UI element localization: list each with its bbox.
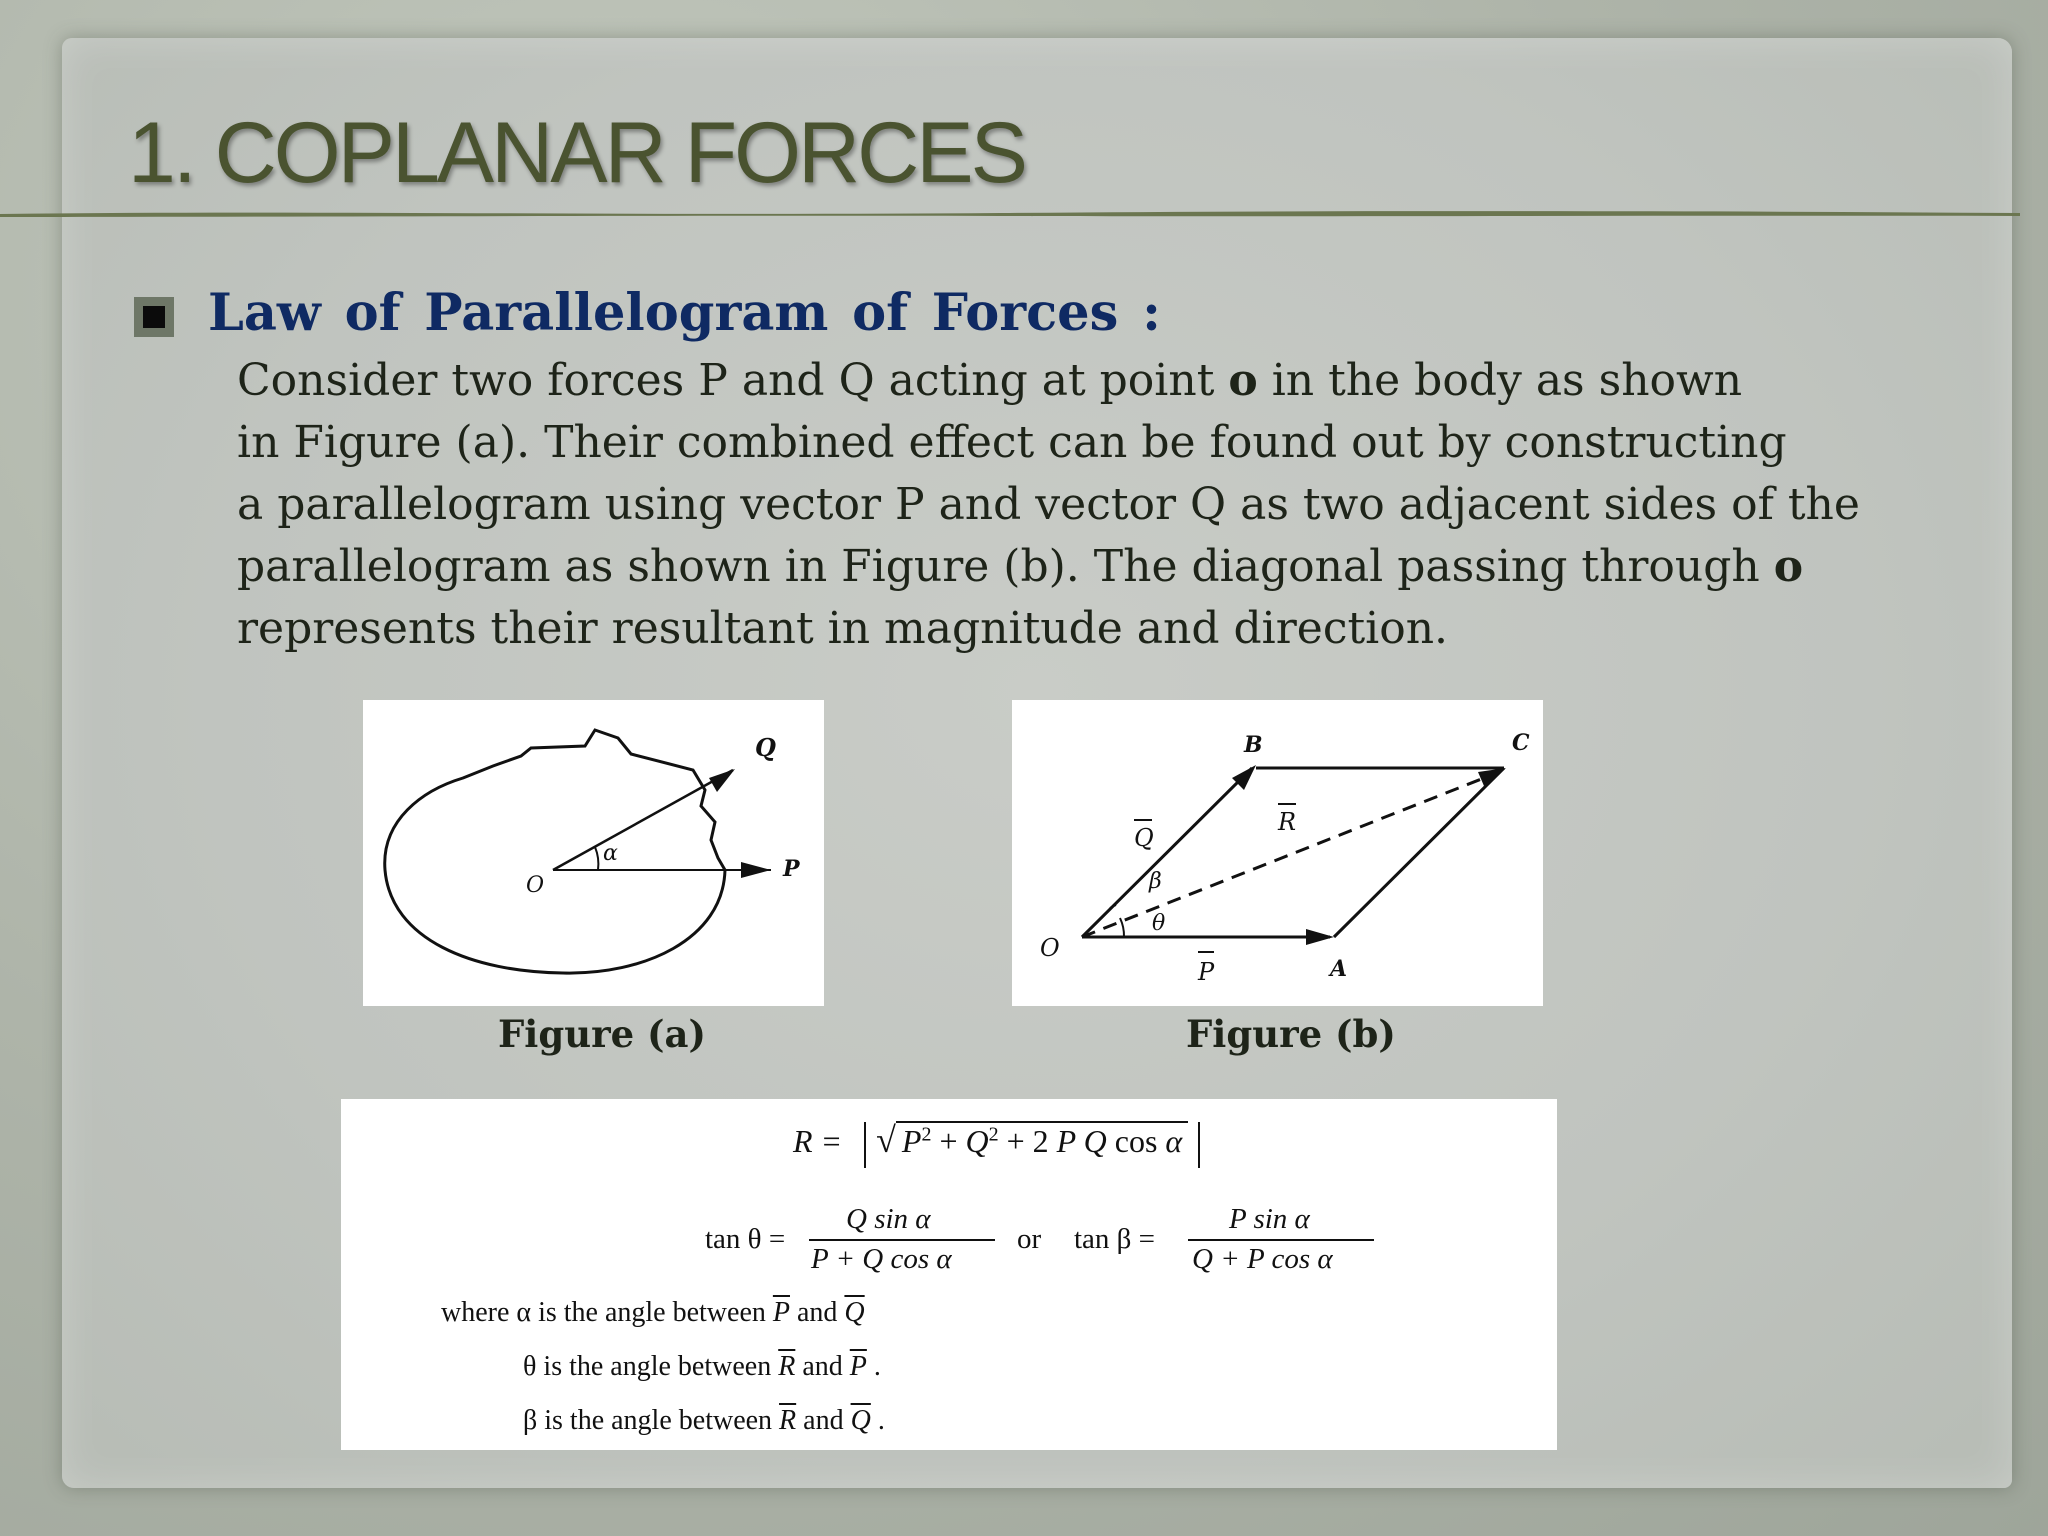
- paragraph-line: a parallelogram using vector P and vector Q as two adjacent sides of the: [237, 479, 1860, 530]
- resultant-formula: R = √ $P^2 + Q^2 + 2$ P Q cos α: [793, 1119, 1200, 1168]
- tan-beta-denominator: Q + P cos α: [1192, 1243, 1333, 1275]
- figure-b-caption: Figure (b): [1186, 1012, 1396, 1056]
- tan-theta-numerator: Q sin α: [846, 1203, 931, 1235]
- formula-panel: [341, 1099, 1557, 1450]
- figure-b-label-a: A: [1330, 956, 1348, 982]
- abs-bar-left: [864, 1122, 866, 1168]
- tan-theta-lhs: tan θ =: [705, 1223, 786, 1255]
- where-line-beta: β is the angle between $\overline{R}$ and $\overline{Q}$ .: [523, 1405, 885, 1436]
- figure-b-label-beta: β: [1149, 869, 1162, 894]
- paragraph-line: represents their resultant in magnitude and direction.: [237, 603, 1449, 654]
- figure-a-label-origin: O: [526, 873, 545, 898]
- tan-theta-denominator: P + Q cos α: [811, 1243, 952, 1275]
- paragraph-line: parallelogram as shown in Figure (b). The diagonal passing through o: [237, 541, 1804, 592]
- title-underline: [0, 208, 2020, 218]
- figure-b-diagram: [1012, 700, 1543, 1006]
- figure-a-label-p: P: [783, 856, 800, 882]
- figure-a-diagram: [363, 700, 824, 1006]
- paragraph-line: Consider two forces P and Q acting at point o in the body as shown: [237, 355, 1743, 406]
- where-line-theta: θ is the angle between $\overline{R}$ and $\overline{P}$ .: [523, 1351, 881, 1382]
- section-heading: Law of Parallelogram of Forces :: [208, 283, 1161, 343]
- abs-bar-right: [1198, 1122, 1200, 1168]
- figure-a: [363, 700, 824, 1006]
- slide-title: 1. COPLANAR FORCES: [128, 105, 1025, 201]
- figure-a-caption: Figure (a): [498, 1012, 706, 1056]
- tan-beta-numerator: P sin α: [1229, 1203, 1310, 1235]
- radicand: $P^2 + Q^2 + 2$ P Q cos α: [896, 1121, 1188, 1159]
- figure-b-label-c: C: [1512, 730, 1530, 756]
- figure-b-label-r: R: [1278, 808, 1297, 836]
- or-text: or: [1017, 1223, 1042, 1255]
- tan-beta-fraction-bar: [1188, 1239, 1374, 1241]
- paragraph-line: in Figure (a). Their combined effect can be found out by constructing: [237, 417, 1787, 468]
- figure-b-label-q: Q: [1134, 824, 1154, 852]
- tan-theta-fraction-bar: [809, 1239, 995, 1241]
- paragraph: [237, 350, 1860, 660]
- figure-b-label-b: B: [1244, 732, 1263, 758]
- bullet-square-icon: [134, 297, 174, 337]
- figure-a-label-q: Q: [755, 733, 776, 762]
- figure-b-label-p: P: [1198, 958, 1215, 986]
- sqrt-icon: √: [876, 1120, 896, 1160]
- where-line-alpha: where α is the angle between $\overline{P}$ and $\overline{Q}$: [441, 1297, 865, 1328]
- figure-b: [1012, 700, 1543, 1006]
- figure-b-label-theta: θ: [1152, 911, 1166, 936]
- tan-beta-lhs: tan β =: [1074, 1223, 1156, 1255]
- figure-b-label-origin: O: [1040, 934, 1060, 962]
- figure-a-label-angle: α: [603, 841, 618, 866]
- body-outline: [385, 730, 725, 973]
